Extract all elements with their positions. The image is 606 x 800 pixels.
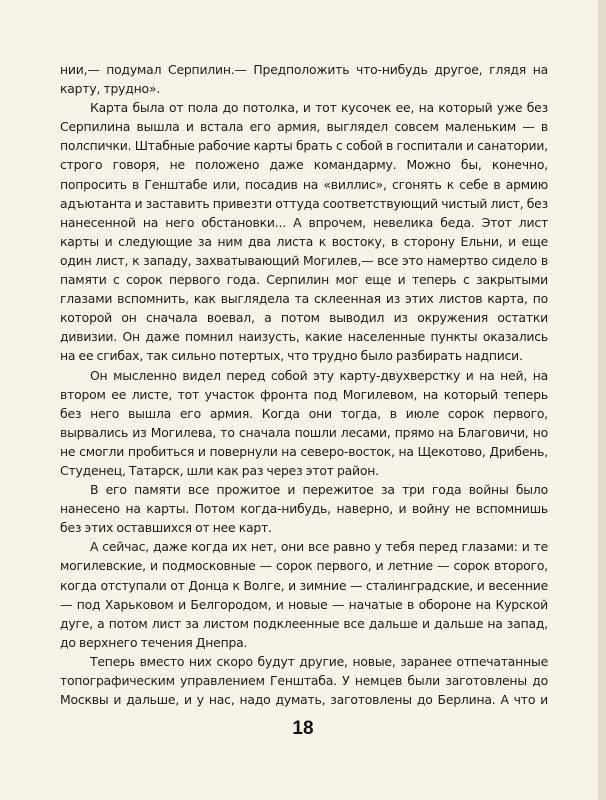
paragraph-1: нии,— подумал Серпилин.— Предположить что-нибудь другое, глядя на карту, трудно». (60, 62, 548, 97)
paragraph-6: Теперь вместо них скоро будут другие, новые, заранее отпечатанные топографическим управлением Генштаба. У немцев были заготовлены до Москвы и дальше, и у нас, надо думать, заготовлены до Берлина. А что и (60, 653, 548, 708)
paragraph-2: Карта была от пола до потолка, и тот кусочек ее, на который уже без Серпилина вышла и встала его армия, выглядел совсем маленьким — в полспички. Штабные рабочие карты брать с собой в госпитали и санатории, строго говоря, не положено даже командарму. Можно бы, конечно, попросить в Генштабе или, посадив на «виллис», сгонять к себе в армию адъютанта и заставить привезти оттуда соответствующий чистый лист, без нанесенной на него обстановки... А впрочем, невелика беда. Этот лист карты и следующие за ним два листа к востоку, в сторону Ельни, и еще один лист, к западу, захватывающий Могилев,— все это намертво сидело в памяти с сорок первого года. Серпилин мог еще и теперь с закрытыми глазами вспомнить, как выглядела та склеенная из этих листов карта, по которой он сначала воевал, а потом выводил из окружения остатки дивизии. Он даже помнил наизусть, какие населенные пункты оказались на ее сгибах, так сильно потертых, что трудно было разбирать надписи. (60, 100, 548, 364)
page-gutter-shadow (598, 0, 606, 800)
paragraph-5: А сейчас, даже когда их нет, они все равно у тебя перед глазами: и те могилевские, и подмосковные — сорок первого, и летние — сорок второго, когда отступали от Донца к Волге, и зимние — сталинградские, и весенние — под Харьковом и Белгородом, и новые — начатые в обороне на Курской дуге, а потом лист за листом подклеенные все дальше и дальше на запад, до верхнего течения Днепра. (60, 539, 548, 650)
page-number: 18 (292, 718, 314, 739)
body-text (60, 60, 548, 710)
paragraph-4: В его памяти все прожитое и пережитое за три года войны было нанесено на карты. Потом когда-нибудь, наверно, и войну не вспомнишь без этих оставшихся от нее карт. (60, 482, 548, 536)
paragraph-3: Он мысленно видел перед собой эту карту-двухверстку и на ней, на втором ее листе, тот участок фронта под Могилевом, на который теперь без него вышла его армия. Когда они тогда, в июле сорок первого, вырвались из Могилева, то сначала пошли лесами, прямо на Благовичи, но не смогли пробиться и повернули на северо-восток, на Щекотово, Дрибень, Студенец, Татарск, шли как раз через этот район. (60, 367, 548, 478)
